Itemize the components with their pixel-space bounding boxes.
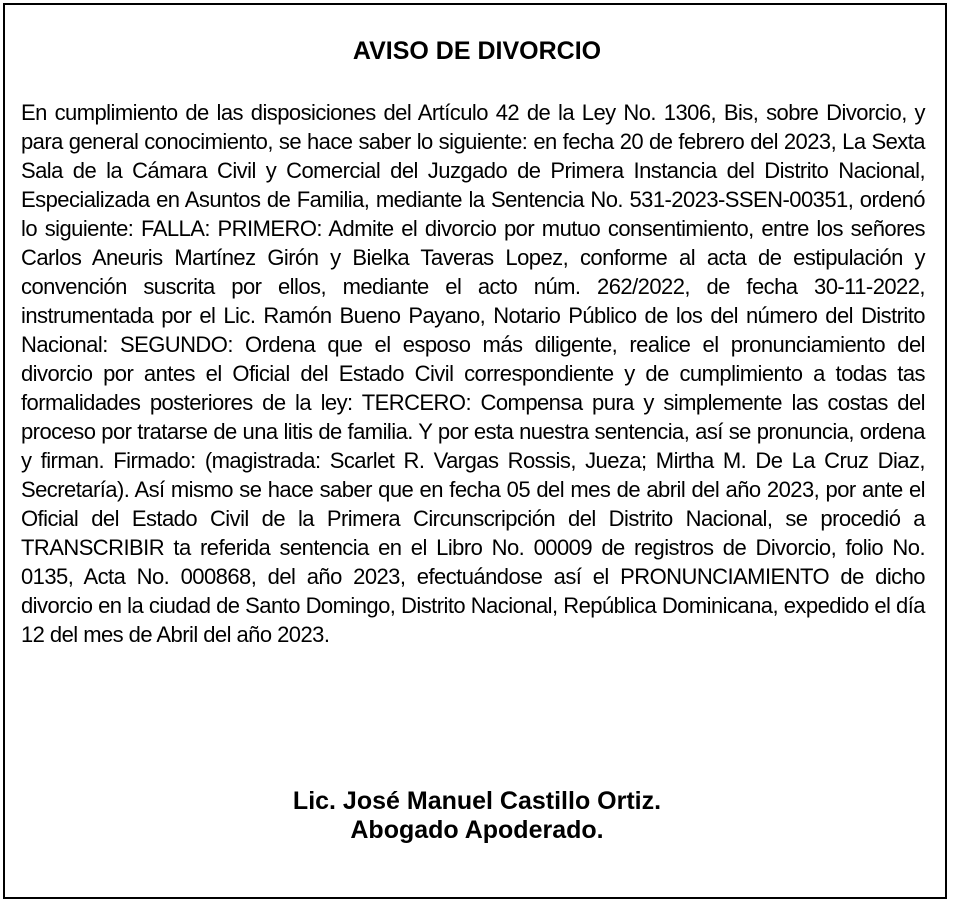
notice-title: AVISO DE DIVORCIO xyxy=(352,37,602,65)
signature-role: Abogado Apoderado. xyxy=(350,816,604,844)
signature-name: Lic. José Manuel Castillo Ortiz. xyxy=(292,787,662,815)
notice-body-text: En cumplimiento de las disposiciones del Artículo 42 de la Ley No. 1306, Bis, sobre Divorcio, y para general conocimiento, se hace saber lo siguiente: en fecha 20 de febrero del 2023, La Sexta Sala de la Cámara Civil y Comercial del Juzgado de Primera Instancia del Distrito Nacional, Especializada en Asuntos de Familia, mediante la Sentencia No. 531-2023-SSEN-00351, ordenó lo siguiente: FALLA: PRIMERO: Admite el divorcio por mutuo consentimiento, entre los señores Carlos Aneuris Martínez Girón y Bielka Taveras Lopez, conforme al acta de estipulación y convención suscrita por ellos, mediante el acto núm. 262/2022, de fecha 30-11-2022, instrumentada por el Lic. Ramón Bueno Payano, Notario Público de los del número del Distrito Nacional: SEGUNDO: Ordena que el esposo más diligente, realice el pronunciamiento del divorcio por antes el Oficial del Estado Civil correspondiente y de cumplimiento a todas tas formalidades posteriores de la ley: TERCERO: Compensa pura y simplemente las costas del proceso por tratarse de una litis de familia. Y por esta nuestra sentencia, así se pronuncia, ordena y firman. Firmado: (magistrada: Scarlet R. Vargas Rossis, Jueza; Mirtha M. De La Cruz Diaz, Secretaría). Así mismo se hace saber que en fecha 05 del mes de abril del año 2023, por ante el Oficial del Estado Civil de la Primera Circunscripción del Distrito Nacional, se procedió a TRANSCRIBIR ta referida sentencia en el Libro No. 00009 de registros de Divorcio, folio No. 0135, Acta No. 000868, del año 2023, efectuándose así el PRONUNCIAMIENTO de dicho divorcio en la ciudad de Santo Domingo, Distrito Nacional, República Dominicana, expedido el día 12 del mes de Abril del año 2023. xyxy=(21,100,925,647)
signature-block xyxy=(0,787,954,845)
